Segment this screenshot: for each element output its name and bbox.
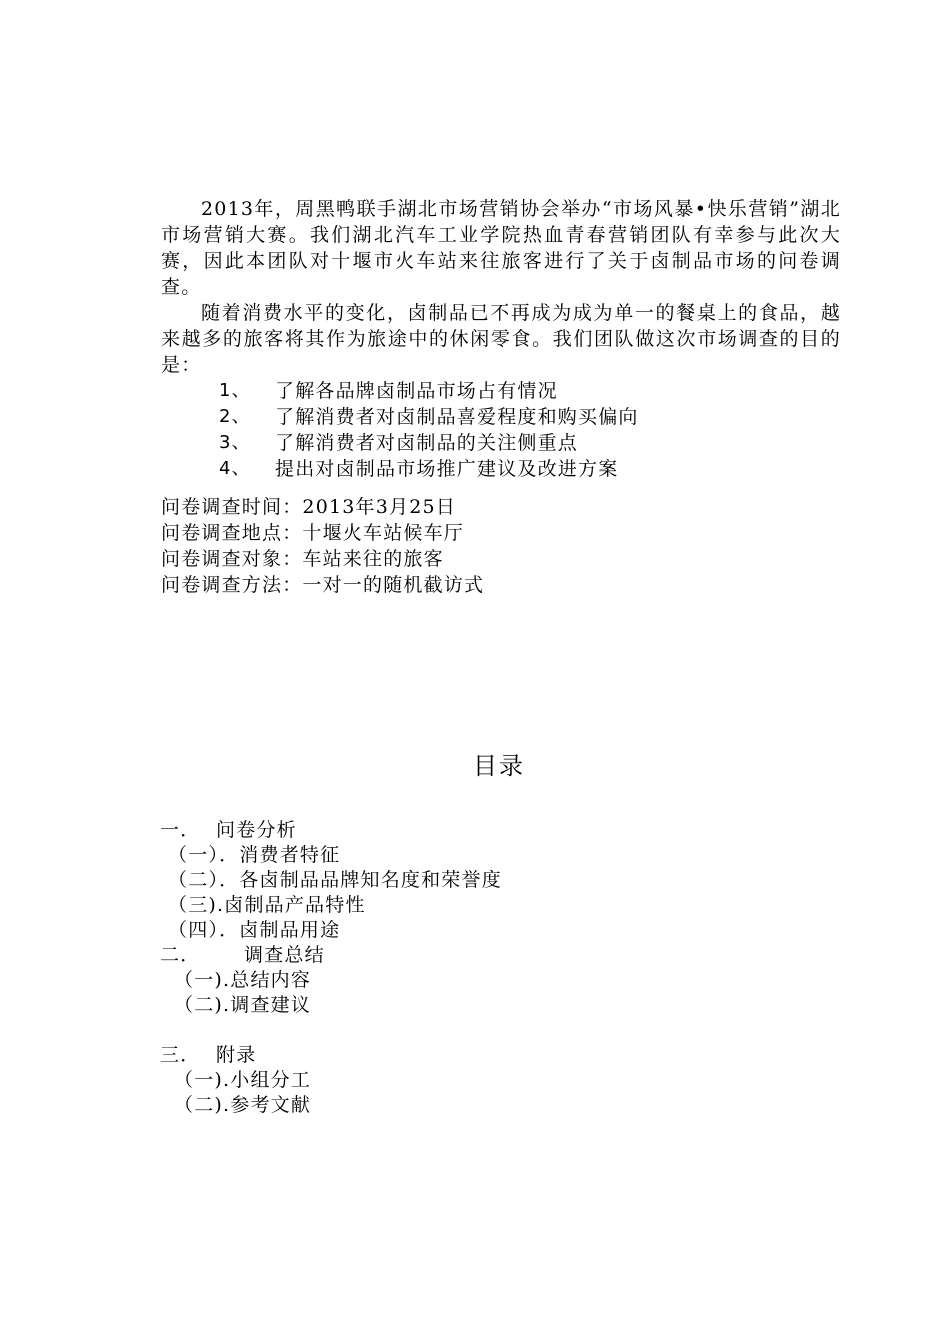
table-of-contents [160,818,502,1118]
purpose-item [161,404,841,430]
toc-spacer [160,1018,502,1043]
toc-item: （二).参考文献 [174,1094,312,1116]
survey-time-row [161,494,484,520]
survey-subject-label: 问卷调查对象： [161,548,303,570]
toc-item: （一).总结内容 [174,969,312,991]
purpose-text: 了解消费者对卤制品的关注侧重点 [275,432,579,454]
purpose-number: 3、 [219,432,251,453]
purpose-text: 了解各品牌卤制品市场占有情况 [275,380,558,402]
toc-title: 目录 [473,752,525,781]
purpose-text: 提出对卤制品市场推广建议及改进方案 [275,458,619,480]
survey-subject-value: 车站来往的旅客 [302,548,444,570]
toc-section-title: 附录 [216,1044,257,1066]
toc-item: （一).小组分工 [174,1069,312,1091]
intro-section [161,196,841,482]
toc-item: （一）．消费者特征 [168,844,341,866]
purpose-item [161,456,841,482]
purpose-number: 4、 [219,458,251,479]
toc-item: （三).卤制品产品特性 [168,894,366,916]
intro-paragraph-2: 随着消费水平的变化，卤制品已不再成为成为单一的餐桌上的食品，越来越多的旅客将其作为旅途中的休闲零食。我们团队做这次市场调查的目的是： [161,302,841,376]
survey-location-value: 十堰火车站候车厅 [302,522,465,544]
toc-item: （二）．各卤制品品牌知名度和荣誉度 [168,869,502,891]
purpose-text: 了解消费者对卤制品喜爱程度和购买偏向 [275,406,639,428]
toc-item: （四）．卤制品用途 [168,919,341,941]
intro-paragraph-1: 2013年，周黑鸭联手湖北市场营销协会举办“市场风暴•快乐营销”湖北市场营销大赛。我们湖北汽车工业学院热血青春营销团队有幸参与此次大赛，因此本团队对十堰市火车站来往旅客进行了关于卤制品市场的问卷调查。 [161,198,841,298]
survey-location-row [161,520,484,546]
toc-section-number: 三． [160,1044,201,1066]
toc-item: （二).调查建议 [174,994,312,1016]
survey-time-label: 问卷调查时间： [161,496,303,518]
survey-method-label: 问卷调查方法： [161,574,303,596]
toc-section-number: 二． [160,944,201,966]
survey-location-label: 问卷调查地点： [161,522,303,544]
survey-subject-row [161,546,484,572]
survey-method-row [161,572,484,598]
survey-method-value: 一对一的随机截访式 [302,574,485,596]
toc-section-title: 调查总结 [244,944,325,966]
purpose-number: 1、 [219,380,251,401]
survey-time-value: 2013年3月25日 [302,496,457,518]
toc-section-heading [160,818,502,843]
toc-section-title: 问卷分析 [216,819,297,841]
purpose-item [161,430,841,456]
toc-section-heading [160,1043,502,1068]
toc-section-heading [160,943,502,968]
toc-section-number: 一． [160,819,201,841]
purpose-item [161,378,841,404]
purpose-number: 2、 [219,406,251,427]
purpose-list [161,378,841,482]
survey-info [161,494,484,598]
